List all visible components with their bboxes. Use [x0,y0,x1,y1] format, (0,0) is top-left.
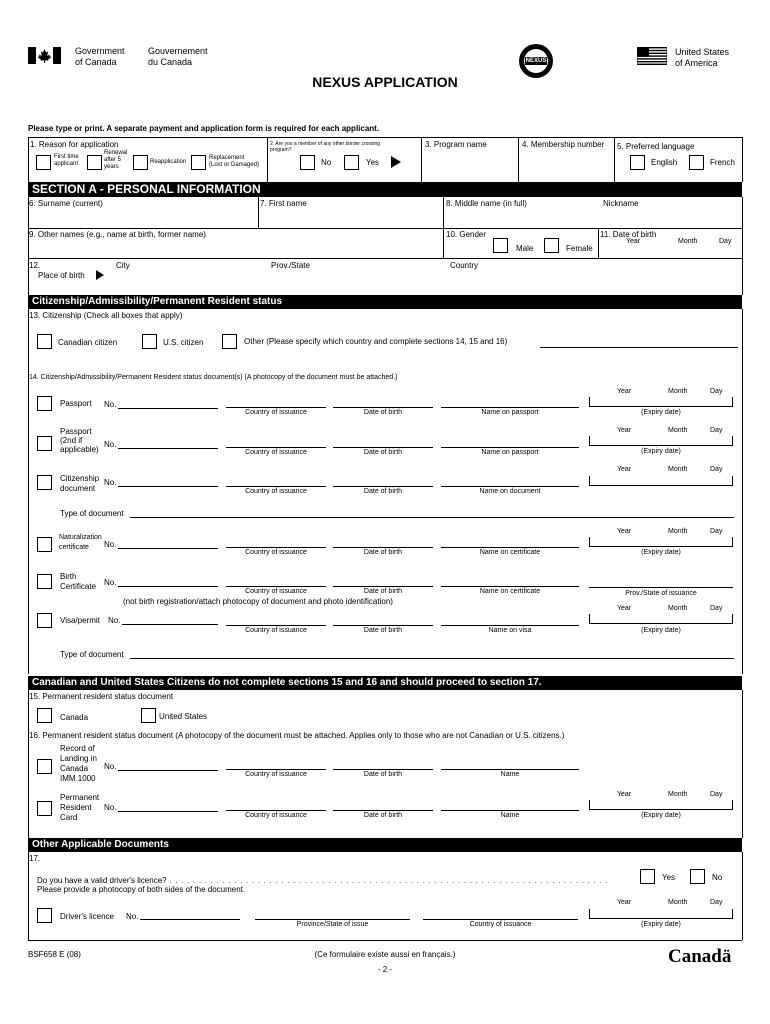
membership-number-field[interactable] [519,150,613,180]
passport2-dob-label: Date of birth [363,449,403,456]
citizenship-doc-name-field[interactable] [441,486,579,487]
naturalization-month-label: Month [668,528,688,535]
birth-cert-country-label: Country of issuance [245,588,307,595]
record-landing-name-label: Name [500,771,520,778]
record-landing-no-label: No. [104,762,117,771]
drivers-licence-label: Driver's licence [60,912,114,921]
surname-field[interactable] [29,208,257,227]
birth-cert-checkbox[interactable] [37,574,52,589]
pob-country-label: Country [450,261,479,270]
other-program-no-label: No [321,158,332,167]
section-a-header: SECTION A - PERSONAL INFORMATION [28,182,742,197]
documents-label: 14. Citizenship/Admissibility/Permanent Resident status document(s) (A photocopy of the document must be attached.) [29,374,398,381]
arrow-right-icon [95,270,105,282]
other-country-field[interactable] [540,347,738,348]
drivers-licence-no-label: No. [126,912,139,921]
citizenship-doc-checkbox[interactable] [37,475,52,490]
citizenship-doc-country-field[interactable] [226,486,326,487]
pr-card-name-field[interactable] [441,810,579,811]
pr-card-year-label: Year [617,791,632,798]
birth-cert-dob-label: Date of birth [363,588,403,595]
pr-card-dob-label: Date of birth [363,812,403,819]
passport-no-label: No. [104,400,117,409]
passport2-name-label: Name on passport [481,449,539,456]
birth-cert-dob-field[interactable] [333,586,433,587]
pr-card-no-field[interactable] [118,811,218,812]
passport2-name-field[interactable] [441,447,579,448]
visa-day-label: Day [710,605,723,612]
pr-card-checkbox[interactable] [37,801,52,816]
citizenship-doc-country-label: Country of issuance [245,488,307,495]
birth-cert-label: Birth Certificate [60,572,97,591]
visa-name-label: Name on visa [488,627,532,634]
english-checkbox[interactable] [630,155,645,170]
citizenship-bar: Citizenship/Admissibility/Permanent Resident status [28,295,742,309]
passport-dob-field[interactable] [333,407,433,408]
pr-card-no-label: No. [104,803,117,812]
other-program-yes-label: Yes [366,158,380,167]
middle-name-label: 8. Middle name (in full) [446,199,527,208]
first-name-field[interactable] [259,208,442,227]
visa-country-label: Country of issuance [245,627,307,634]
drivers-licence-province-field[interactable] [255,919,410,920]
passport-expiry-field[interactable] [589,397,733,407]
reapplication-checkbox[interactable] [133,155,148,170]
canada-wordmark-logo: Canadä [668,946,732,967]
citizenship-doc-no-label: No. [104,478,117,487]
record-landing-label: Record of Landing in Canada IMM 1000 [60,744,97,783]
citizenship-doc-no-field[interactable] [118,486,218,487]
visa-dob-field[interactable] [333,625,433,626]
membership-number-label: 4. Membership number [522,140,605,149]
licence-no-checkbox[interactable] [690,869,705,884]
drivers-licence-year-label: Year [617,899,632,906]
record-landing-checkbox[interactable] [37,759,52,774]
drivers-licence-month-label: Month [668,899,688,906]
passport-country-field[interactable] [226,407,326,408]
nickname-field[interactable] [600,208,741,227]
naturalization-dob-label: Date of birth [363,549,403,556]
dob-label: 11. Date of birth [600,230,657,239]
passport-no-field[interactable] [118,408,218,409]
type-of-document-field[interactable] [130,658,734,659]
pr-card-dob-field[interactable] [333,810,433,811]
can-us-bar: Canadian and United States Citizens do not complete sections 15 and 16 and should proceed to section 17. [28,676,742,690]
arrow-right-icon [390,156,402,170]
first-time-label: First time applicant [54,154,79,167]
passport2-expiry-field[interactable] [589,436,733,446]
dob-year-label: Year [626,238,641,245]
pr-us-label: United States [159,712,208,721]
naturalization-expiry-field[interactable] [589,537,733,547]
birth-cert-country-field[interactable] [226,586,326,587]
citizenship-doc-dob-label: Date of birth [363,488,403,495]
gov-en-name: Government of Canada [75,46,125,67]
citizenship-doc-month-label: Month [668,466,688,473]
birth-cert-no-label: No. [104,578,117,587]
record-landing-dob-field[interactable] [333,769,433,770]
visa-no-field[interactable] [122,624,218,625]
pob-prov-label: Prov./State [271,261,310,270]
other-citizen-checkbox[interactable] [222,334,237,349]
naturalization-label: Naturalization certificate [59,534,102,551]
citizenship-doc-day-label: Day [710,466,723,473]
naturalization-country-label: Country of issuance [245,549,307,556]
birth-cert-prov-field[interactable] [589,587,733,588]
passport2-expiry-label: (Expiry date) [641,448,681,455]
citizenship-doc-label: Citizenship document [60,474,100,493]
pob-prov-field[interactable] [268,268,443,288]
record-landing-country-field[interactable] [226,769,326,770]
naturalization-country-field[interactable] [226,547,326,548]
visa-dob-label: Date of birth [363,627,403,634]
visa-label: Visa/permit [60,616,100,625]
passport2-label: Passport (2nd if applicable) [60,427,99,454]
visa-expiry-label: (Expiry date) [641,627,681,634]
middle-name-field[interactable] [444,208,598,227]
record-landing-name-field[interactable] [441,769,579,770]
passport2-no-label: No. [104,440,117,449]
passport-country-label: Country of issuance [245,409,307,416]
passport2-country-label: Country of issuance [245,449,307,456]
drivers-licence-country-field[interactable] [423,919,578,920]
naturalization-day-label: Day [710,528,723,535]
dob-day-label: Day [719,238,732,245]
citizenship-doc-expiry-field[interactable] [589,476,733,486]
drivers-licence-country-label: Country of issuance [469,921,532,928]
naturalization-checkbox[interactable] [37,537,52,552]
photocopy-note: Please provide a photocopy of both sides of the document. [37,885,246,894]
birth-cert-name-field[interactable] [441,586,579,587]
pr-canada-label: Canada [60,713,89,722]
french-note: (Ce formulaire existe aussi en français.) [314,950,456,959]
not-birth-note: (not birth registration/attach photocopy of document and photo identification) [123,597,393,606]
pr-card-expiry-field[interactable] [589,800,733,810]
replacement-label: Replacement (Lost or Damaged) [209,155,260,168]
page-number: - 2 - [377,965,393,974]
gov-fr-name: Gouvernement du Canada [148,46,208,67]
licence-yes-label: Yes [662,873,676,882]
passport-expiry-label: (Expiry date) [641,409,681,416]
passport-month-label: Month [668,388,688,395]
naturalization-name-field[interactable] [441,547,579,548]
naturalization-expiry-label: (Expiry date) [641,549,681,556]
naturalization-dob-field[interactable] [333,547,433,548]
nickname-label: Nickname [603,199,639,208]
visa-month-label: Month [668,605,688,612]
pob-label: Place of birth [38,271,85,280]
pr-card-country-field[interactable] [226,810,326,811]
renewal-checkbox[interactable] [87,155,102,170]
record-landing-country-label: Country of issuance [245,771,307,778]
visa-country-field[interactable] [226,625,326,626]
other-docs-bar: Other Applicable Documents [28,838,742,852]
reapplication-label: Reapplication [150,159,187,165]
pr-card-month-label: Month [668,791,688,798]
pr-doc-label: 16. Permanent resident status document (A photocopy of the document must be attached. Applies only to those who are not Canadian or U.S. citizens.) [29,731,565,740]
naturalization-no-label: No. [104,540,117,549]
canadian-citizen-checkbox[interactable] [37,334,52,349]
canada-flag-logo [28,47,61,64]
pr-card-day-label: Day [710,791,723,798]
other-program-no-checkbox[interactable] [300,155,315,170]
passport2-dob-field[interactable] [333,447,433,448]
passport-checkbox[interactable] [37,396,52,411]
naturalization-no-field[interactable] [118,548,218,549]
passport-day-label: Day [710,388,723,395]
male-checkbox[interactable] [493,238,508,253]
canadian-citizen-label: Canadian citizen [58,338,118,347]
pr-card-expiry-label: (Expiry date) [641,812,681,819]
replacement-checkbox[interactable] [191,155,206,170]
pob-city-label: City [116,261,130,270]
licence-yes-checkbox[interactable] [640,869,655,884]
pr-card-name-label: Name [500,812,520,819]
pob-number: 12. [29,261,41,270]
passport-label: Passport [60,399,92,408]
program-name-label: 3. Program name [425,140,487,149]
drivers-licence-expiry-label: (Expiry date) [641,921,681,928]
french-checkbox[interactable] [689,155,704,170]
male-label: Male [516,244,534,253]
birth-cert-no-field[interactable] [118,586,218,587]
citizenship-doc-year-label: Year [617,466,632,473]
female-checkbox[interactable] [544,238,559,253]
pob-country-field[interactable] [448,268,738,288]
passport2-country-field[interactable] [226,447,326,448]
form-id: BSF658 E (08) [28,950,81,959]
pr-card-label: Permanent Resident Card [60,793,100,822]
passport2-no-field[interactable] [118,448,218,449]
type-of-document-field[interactable] [130,517,734,518]
intro-text: Please type or print. A separate payment and application form is required for each applicant. [28,124,380,133]
renewal-label: Renewal after 5 years [104,150,128,170]
passport-name-field[interactable] [441,407,579,408]
us-citizen-label: U.S. citizen [163,338,204,347]
program-name-field[interactable] [422,150,517,180]
pr-status-label: 15. Permanent resident status document [29,692,174,701]
passport-dob-label: Date of birth [363,409,403,416]
visa-checkbox[interactable] [37,613,52,628]
other-names-field[interactable] [29,240,442,257]
us-citizen-checkbox[interactable] [142,334,157,349]
citizenship-doc-name-label: Name on document [479,488,541,495]
naturalization-name-label: Name on certificate [479,549,541,556]
other-program-yes-checkbox[interactable] [344,155,359,170]
surname-label: 6. Surname (current) [29,199,103,208]
birth-cert-name-label: Name on certificate [479,588,541,595]
type-of-document-label: Type of document [60,650,124,659]
pob-city-field[interactable] [110,268,260,288]
drivers-licence-day-label: Day [710,899,723,906]
other-program-label: 2. Are you a member of any other border crossing program? [270,141,381,153]
record-landing-dob-label: Date of birth [363,771,403,778]
preferred-language-label: 5. Preferred language [617,142,695,151]
drivers-licence-expiry-field[interactable] [589,909,733,919]
citizenship-doc-dob-field[interactable] [333,486,433,487]
drivers-licence-checkbox[interactable] [37,908,52,923]
other-citizen-label: Other (Please specify which country and complete sections 14, 15 and 16) [244,337,508,346]
passport2-month-label: Month [668,427,688,434]
us-flag-logo [637,47,667,65]
visa-name-field[interactable] [441,625,579,626]
licence-no-label: No [712,873,723,882]
naturalization-year-label: Year [617,528,632,535]
passport2-checkbox[interactable] [37,436,52,451]
reason-label: 1. Reason for application [30,140,119,149]
passport-year-label: Year [617,388,632,395]
f17-number: 17. [29,854,41,863]
pr-card-country-label: Country of issuance [245,812,307,819]
pr-canada-checkbox[interactable] [37,708,52,723]
gender-label: 10. Gender [446,230,487,239]
pr-us-checkbox[interactable] [141,708,156,723]
passport-name-label: Name on passport [481,409,539,416]
female-label: Female [566,244,593,253]
passport2-day-label: Day [710,427,723,434]
first-time-checkbox[interactable] [36,155,51,170]
english-label: English [651,158,678,167]
visa-no-label: No. [108,616,121,625]
passport2-year-label: Year [617,427,632,434]
record-landing-no-field[interactable] [118,770,218,771]
first-name-label: 7. First name [260,199,307,208]
type-of-document-label: Type of document [60,509,124,518]
citizenship-label: 13. Citizenship (Check all boxes that apply) [29,311,183,320]
birth-cert-prov-label: Prov./State of issuance [625,590,697,597]
visa-expiry-field[interactable] [589,614,733,624]
other-names-label: 9. Other names (e.g., name at birth, former name) [29,230,206,239]
nexus-seal-text: NEXUS [525,58,547,64]
visa-year-label: Year [617,605,632,612]
dob-month-label: Month [678,238,698,245]
dob-field[interactable] [600,246,741,257]
usa-name: United States of America [675,47,730,68]
drivers-licence-province-label: Province/State of issue [296,921,369,928]
drivers-licence-no-field[interactable] [140,919,240,920]
french-label: French [710,158,735,167]
drivers-licence-question: Do you have a valid driver's licence? . . . . . . . . . . . . . . . . . . . . . . . . . . . . . . . . . . . . . . . . . . . . . . . . . . . . . . . . . . . . . . . . . . . . . . . . . . . [37,876,609,885]
page-title: NEXUS APPLICATION [312,74,458,90]
